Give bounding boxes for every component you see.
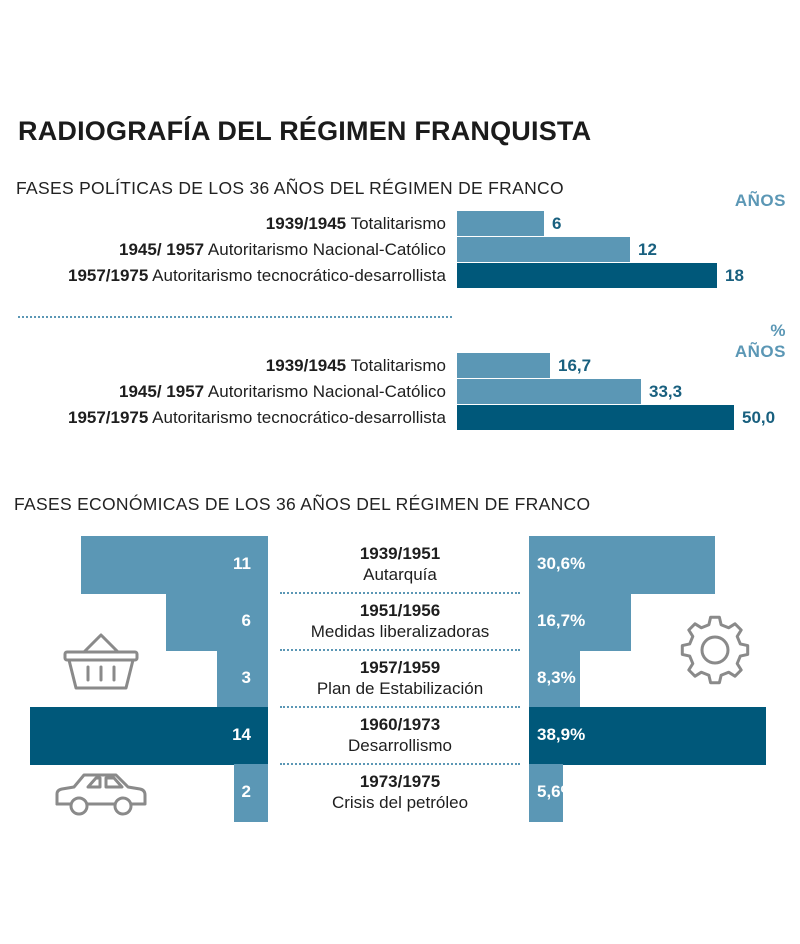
phase-name: Desarrollismo	[348, 736, 452, 755]
row-period: 1945/ 1957	[119, 382, 205, 401]
left-value-label: 3	[241, 668, 251, 687]
row-name: Autoritarismo Nacional-Católico	[207, 382, 446, 401]
phase-label	[278, 771, 522, 813]
section-divider	[18, 316, 452, 318]
bar	[457, 353, 550, 378]
left-value-label: 14	[232, 725, 251, 744]
row-name: Autoritarismo Nacional-Católico	[207, 240, 446, 259]
years-unit-label: AÑOS	[734, 191, 786, 210]
row-name: Totalitarismo	[350, 356, 446, 375]
gear-icon	[677, 612, 753, 688]
bar	[457, 263, 717, 288]
bar-value-label: 18	[725, 266, 744, 285]
economic-section-title: FASES ECONÓMICAS DE LOS 36 AÑOS DEL RÉGIMEN DE FRANCO	[14, 494, 591, 514]
left-value-label: 11	[233, 554, 251, 573]
right-value-label: 8,3%	[537, 668, 576, 687]
phase-period: 1939/1951	[359, 544, 441, 563]
right-value-label: 30,6%	[537, 554, 586, 573]
phase-label	[278, 714, 522, 756]
main-title: RADIOGRAFÍA DEL RÉGIMEN FRANQUISTA	[18, 116, 592, 146]
phase-name: Crisis del petróleo	[331, 793, 469, 812]
car-icon	[54, 770, 148, 820]
row-period: 1957/1975	[67, 408, 149, 427]
bar-value-label: 12	[638, 240, 657, 259]
phase-divider	[280, 649, 520, 651]
row-label	[119, 379, 446, 405]
row-name: Autoritarismo tecnocrático-desarrollista	[152, 266, 446, 285]
row-period: 1945/ 1957	[119, 240, 205, 259]
left-value-label: 2	[241, 782, 251, 801]
phase-period: 1951/1956	[359, 601, 441, 620]
row-name: Autoritarismo tecnocrático-desarrollista	[152, 408, 446, 427]
bar	[457, 211, 544, 236]
phase-divider	[280, 763, 520, 765]
row-label	[68, 405, 446, 431]
row-label	[266, 211, 446, 237]
phase-name: Plan de Estabilización	[316, 679, 484, 698]
right-value-label: 38,9%	[537, 725, 586, 744]
bar-value-label: 6	[552, 214, 562, 233]
row-period: 1957/1975	[67, 266, 149, 285]
percent-unit-line1: %	[770, 321, 786, 340]
phase-label	[278, 600, 522, 642]
phase-divider	[280, 706, 520, 708]
right-value-label: 5,6%	[537, 782, 576, 801]
phase-label	[278, 543, 522, 585]
bar	[457, 379, 641, 404]
basket-icon	[62, 630, 140, 692]
row-period: 1939/1945	[265, 356, 347, 375]
left-bar	[166, 593, 268, 651]
row-label	[266, 353, 446, 379]
left-bar	[234, 764, 268, 822]
percent-unit-label	[706, 320, 786, 362]
right-value-label: 16,7%	[537, 611, 586, 630]
row-name: Totalitarismo	[350, 214, 446, 233]
phase-divider	[280, 592, 520, 594]
bar	[457, 405, 734, 430]
bar-value-label: 50,0	[742, 408, 776, 427]
row-period: 1939/1945	[265, 214, 347, 233]
row-label	[119, 237, 446, 263]
phase-period: 1960/1973	[359, 715, 441, 734]
phase-label	[278, 657, 522, 699]
phase-period: 1973/1975	[359, 772, 441, 791]
phase-name: Medidas liberalizadoras	[310, 622, 490, 641]
bar-value-label: 33,3	[649, 382, 683, 401]
row-label	[68, 263, 446, 289]
bar-value-label: 16,7	[558, 356, 592, 375]
phase-name: Autarquía	[363, 565, 437, 584]
bar	[457, 237, 630, 262]
phase-period: 1957/1959	[359, 658, 441, 677]
left-value-label: 6	[241, 611, 251, 630]
percent-unit-line2: AÑOS	[734, 342, 786, 361]
political-section-title: FASES POLÍTICAS DE LOS 36 AÑOS DEL RÉGIMEN DE FRANCO	[16, 178, 564, 198]
